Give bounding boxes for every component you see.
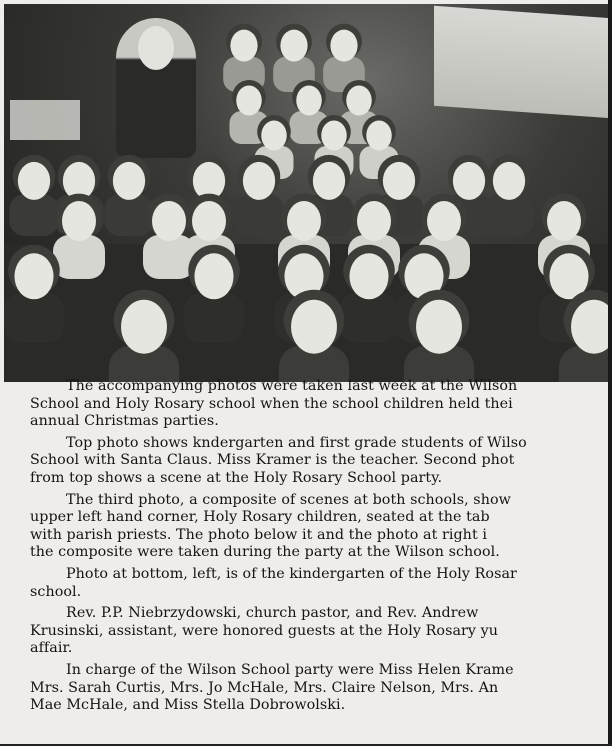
text-line: Rev. P.P. Niebrzydowski, church pastor, and Rev. Andrew xyxy=(66,605,479,622)
child-body xyxy=(9,194,58,236)
child-face xyxy=(547,201,581,241)
child-face xyxy=(330,30,357,62)
child-face xyxy=(261,121,287,151)
child-face xyxy=(113,162,145,200)
teacher-face xyxy=(138,26,174,70)
child-face xyxy=(349,253,388,299)
child-face xyxy=(18,162,50,200)
text-line: Mrs. Sarah Curtis, Mrs. Jo McHale, Mrs. Claire Nelson, Mrs. An xyxy=(30,679,499,696)
child-body xyxy=(104,194,153,236)
child-face xyxy=(427,201,461,241)
text-line: school. xyxy=(30,583,82,600)
paragraph-4 xyxy=(30,566,612,601)
text-line: School and Holy Rosary school when the school children held thei xyxy=(30,395,513,412)
clipping-edge xyxy=(608,0,612,746)
child-face xyxy=(416,300,462,354)
photo-children xyxy=(4,4,608,382)
text-line: Photo at bottom, left, is of the kindergarten of the Holy Rosar xyxy=(66,565,517,582)
child-face xyxy=(230,30,257,62)
child-face xyxy=(321,121,347,151)
text-line: from top shows a scene at the Holy Rosary School party. xyxy=(30,469,443,486)
child-face xyxy=(152,201,186,241)
text-line: School with Santa Claus. Miss Kramer is the teacher. Second phot xyxy=(30,452,515,469)
child-face xyxy=(280,30,307,62)
paragraph-3 xyxy=(30,492,612,562)
text-line: with parish priests. The photo below it and the photo at right i xyxy=(30,526,487,543)
paragraph-5 xyxy=(30,605,612,658)
child-face xyxy=(14,253,53,299)
text-line: affair. xyxy=(30,640,73,657)
text-line: the composite were taken during the party at the Wilson school. xyxy=(30,544,500,561)
child-face xyxy=(383,162,415,200)
text-line: The accompanying photos were taken last week at the Wilson xyxy=(66,378,518,394)
child-body xyxy=(4,292,64,343)
child-face xyxy=(346,86,372,116)
text-line: annual Christmas parties. xyxy=(30,413,219,430)
text-line: In charge of the Wilson School party were Miss Helen Krame xyxy=(66,661,514,678)
child-face xyxy=(366,121,392,151)
child-face xyxy=(493,162,525,200)
child-face xyxy=(357,201,391,241)
child-face xyxy=(453,162,485,200)
child-face xyxy=(121,300,167,354)
text-line: upper left hand corner, Holy Rosary children, seated at the tab xyxy=(30,509,490,526)
text-line: The third photo, a composite of scenes at both schools, show xyxy=(66,491,511,508)
child-face xyxy=(194,253,233,299)
child-face xyxy=(296,86,322,116)
paragraph-2 xyxy=(30,435,612,488)
article-text xyxy=(30,378,612,746)
child-body xyxy=(184,292,244,343)
child-face xyxy=(243,162,275,200)
child-body xyxy=(339,292,399,343)
child-face xyxy=(313,162,345,200)
child-body xyxy=(484,194,533,236)
child-face xyxy=(236,86,262,116)
child-face xyxy=(62,201,96,241)
paragraph-1 xyxy=(30,378,612,431)
paragraph-6 xyxy=(30,662,612,715)
text-line: Top photo shows kndergarten and first grade students of Wilso xyxy=(66,434,527,451)
child-body xyxy=(53,235,105,279)
child-face xyxy=(291,300,337,354)
text-line: Mae McHale, and Miss Stella Dobrowolski. xyxy=(30,697,346,714)
class-photo xyxy=(4,4,608,382)
child-face xyxy=(192,201,226,241)
child-face xyxy=(287,201,321,241)
text-line: Krusinski, assistant, were honored guests at the Holy Rosary yu xyxy=(30,622,499,639)
child-body xyxy=(234,194,283,236)
